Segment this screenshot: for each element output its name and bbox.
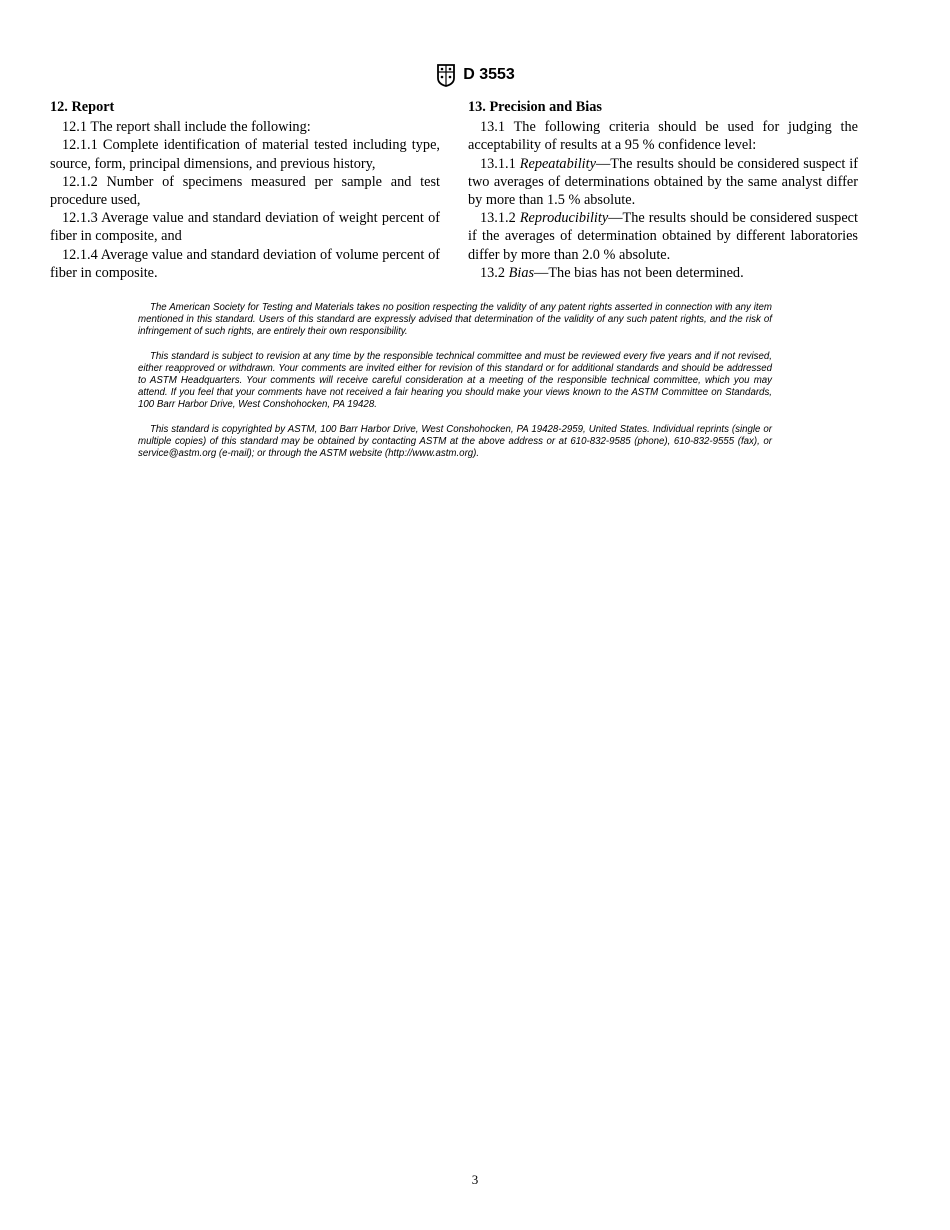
- paragraph-number: 13.1.1: [480, 155, 516, 172]
- term-repeatability: Repeatability: [519, 155, 596, 172]
- term-reproducibility: Reproducibility: [519, 210, 609, 227]
- section-heading-precision-bias: 13. Precision and Bias: [468, 99, 602, 115]
- paragraph-text: —The bias has not been determined.: [534, 264, 744, 281]
- paragraph-13-1-2: [468, 209, 858, 264]
- revision-notice: This standard is subject to revision at any time by the responsible technical committee and must be reviewed every five years and if not revised, either reapproved or withdrawn. Your comments are invited either for revision of this standard or for additional standards and should be addressed to ASTM Headquarters. Your comments will receive careful consideration at a meeting of the responsible technical committee, which you may attend. If you feel that your comments have not received a fair hearing you should make your views known to the ASTM Committee on Standards, 100 Barr Harbor Drive, West Conshohocken, PA 19428.: [138, 350, 772, 411]
- right-column: [468, 98, 858, 282]
- page-header: [0, 62, 950, 93]
- paragraph-12-1: 12.1 The report shall include the following:: [62, 119, 311, 136]
- paragraph-number: 13.2: [480, 264, 506, 281]
- section-heading-report: 12. Report: [50, 99, 115, 115]
- paragraph-12-1-3: 12.1.3 Average value and standard deviation of weight percent of fiber in composite, and: [50, 210, 440, 245]
- paragraph-13-1: 13.1 The following criteria should be used for judging the acceptability of results at a 95 % confidence level:: [468, 119, 858, 154]
- left-column: [50, 98, 440, 282]
- paragraph-text: —The results should be considered suspect if the averages of determination obtained by different laboratories differ by more than 2.0 % absolute.: [468, 210, 858, 263]
- standard-designation: D 3553: [463, 66, 515, 83]
- patent-notice: The American Society for Testing and Materials takes no position respecting the validity of any patent rights asserted in connection with any item mentioned in this standard. Users of this standard are expressly advised that determination of the validity of any such patent rights, and the risk of infringement of such rights, are entirely their own responsibility.: [138, 302, 772, 338]
- designation-block: [435, 62, 515, 88]
- paragraph-number: 13.1.2: [480, 210, 516, 227]
- standard-notes: [138, 302, 772, 472]
- paragraph-12-1-4: 12.1.4 Average value and standard deviation of volume percent of fiber in composite.: [50, 246, 440, 281]
- paragraph-12-1-2: 12.1.2 Number of specimens measured per sample and test procedure used,: [50, 173, 440, 209]
- page-number: 3: [471, 1172, 479, 1187]
- paragraph-13-2: [468, 264, 858, 282]
- copyright-notice: This standard is copyrighted by ASTM, 100 Barr Harbor Drive, West Conshohocken, PA 19428-2959, United States. Individual reprints (single or multiple copies) of this standard may be obtained by contacting ASTM at the above address or at 610-832-9585 (phone), 610-832-9555 (fax), or service@astm.org (e-mail); or through the ASTM website (http://www.astm.org).: [138, 423, 772, 460]
- paragraph-12-1-1: 12.1.1 Complete identification of material tested including type, source, form, principal dimensions, and previous history,: [50, 137, 440, 172]
- paragraph-text: —The results should be considered suspect if two averages of determinations obtained by the same analyst differ by more than 1.5 % absolute.: [468, 155, 859, 209]
- astm-logo-icon: [435, 62, 457, 88]
- term-bias: Bias: [508, 264, 535, 281]
- paragraph-13-1-1: [468, 155, 858, 210]
